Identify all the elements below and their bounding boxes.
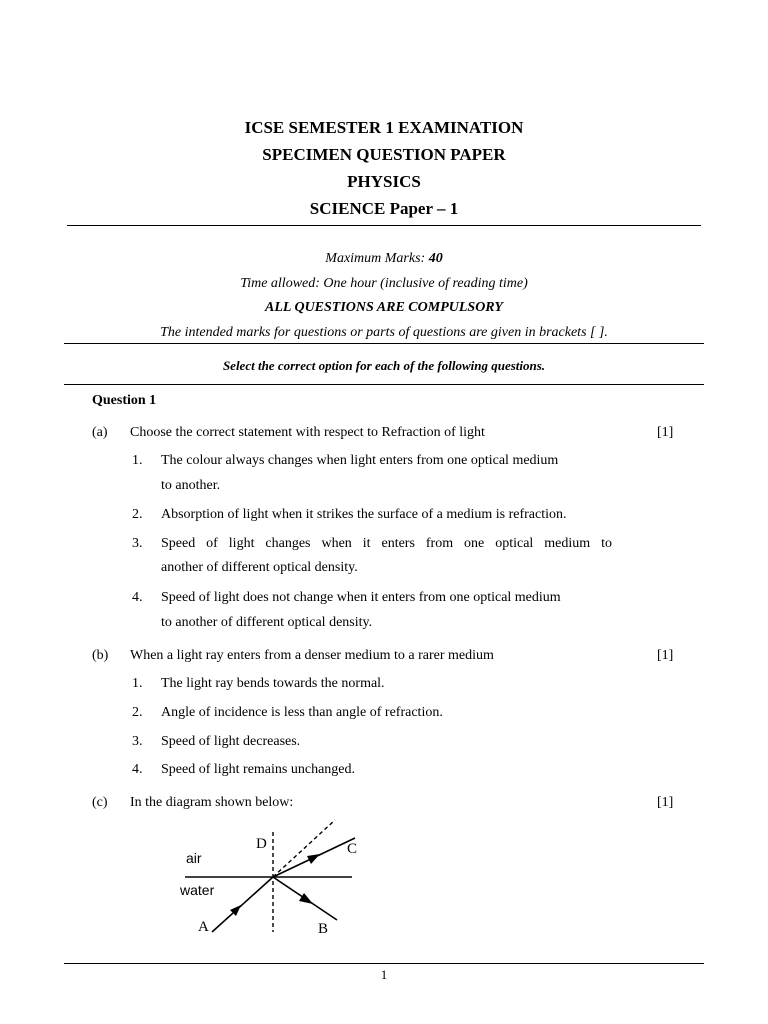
paper-subject: PHYSICS (347, 172, 421, 191)
label-water: water (180, 882, 215, 898)
part-b-label: (b) (92, 648, 109, 663)
page-number: 1 (380, 967, 388, 982)
paper-name: SCIENCE Paper – 1 (309, 199, 459, 218)
label-b: B (318, 921, 329, 937)
label-air: air (186, 850, 202, 866)
extended-incident-ray (273, 820, 335, 877)
option-text: Angle of incidence is less than angle of refraction. (161, 705, 443, 720)
label-a: A (198, 919, 209, 935)
option-number: 2. (132, 705, 143, 720)
label-c: C (347, 841, 358, 857)
option-number: 1. (132, 453, 143, 468)
select-note: Select the correct option for each of the following questions. (222, 358, 546, 373)
option-text: Speed of light changes when it enters from one optical medium to (161, 536, 612, 551)
option-text: The colour always changes when light enters from one optical medium (161, 453, 559, 468)
option-text-continued: to another. (161, 478, 221, 493)
option-text: Absorption of light when it strikes the surface of a medium is refraction. (161, 507, 567, 522)
instructions-divider-bottom (64, 384, 704, 385)
paper-title-line-1: ICSE SEMESTER 1 EXAMINATION (244, 118, 524, 137)
option-text: Speed of light remains unchanged. (161, 762, 356, 777)
refraction-diagram (170, 815, 380, 940)
option-number: 2. (132, 507, 143, 522)
compulsory-note: ALL QUESTIONS ARE COMPULSORY (265, 300, 503, 315)
part-c-label: (c) (92, 795, 108, 810)
option-number: 4. (132, 590, 143, 605)
incident-ray (212, 877, 273, 932)
option-number: 3. (132, 536, 143, 551)
paper-title-line-2: SPECIMEN QUESTION PAPER (262, 145, 506, 164)
option-text-continued: to another of different optical density. (161, 615, 373, 630)
option-number: 4. (132, 762, 143, 777)
part-a-label: (a) (92, 425, 108, 440)
part-b-stem: When a light ray enters from a denser medium to a rarer medium (130, 648, 494, 663)
option-number: 1. (132, 676, 143, 691)
option-text: Speed of light does not change when it enters from one optical medium (161, 590, 561, 605)
part-b-marks: [1] (657, 648, 674, 663)
max-marks-value: 40 (428, 251, 443, 266)
max-marks-label: Maximum Marks: (325, 251, 429, 266)
header-divider (67, 225, 701, 226)
time-allowed: Time allowed: One hour (inclusive of reading time) (240, 276, 528, 291)
reflected-ray-arrow (299, 893, 313, 904)
option-text-continued: another of different optical density. (161, 560, 358, 575)
instructions-divider-top (64, 343, 704, 344)
part-c-stem: In the diagram shown below: (130, 795, 294, 810)
part-a-marks: [1] (657, 425, 674, 440)
footer-divider (64, 963, 704, 964)
refracted-ray-arrow (307, 854, 320, 864)
label-d: D (256, 836, 267, 852)
max-marks (0, 251, 768, 267)
part-c-marks: [1] (657, 795, 674, 810)
option-number: 3. (132, 734, 143, 749)
marks-note: The intended marks for questions or parts of questions are given in brackets [ ]. (160, 325, 608, 340)
part-a-stem: Choose the correct statement with respect to Refraction of light (130, 425, 485, 440)
question-heading: Question 1 (92, 393, 157, 408)
option-text: The light ray bends towards the normal. (161, 676, 385, 691)
option-text: Speed of light decreases. (161, 734, 301, 749)
